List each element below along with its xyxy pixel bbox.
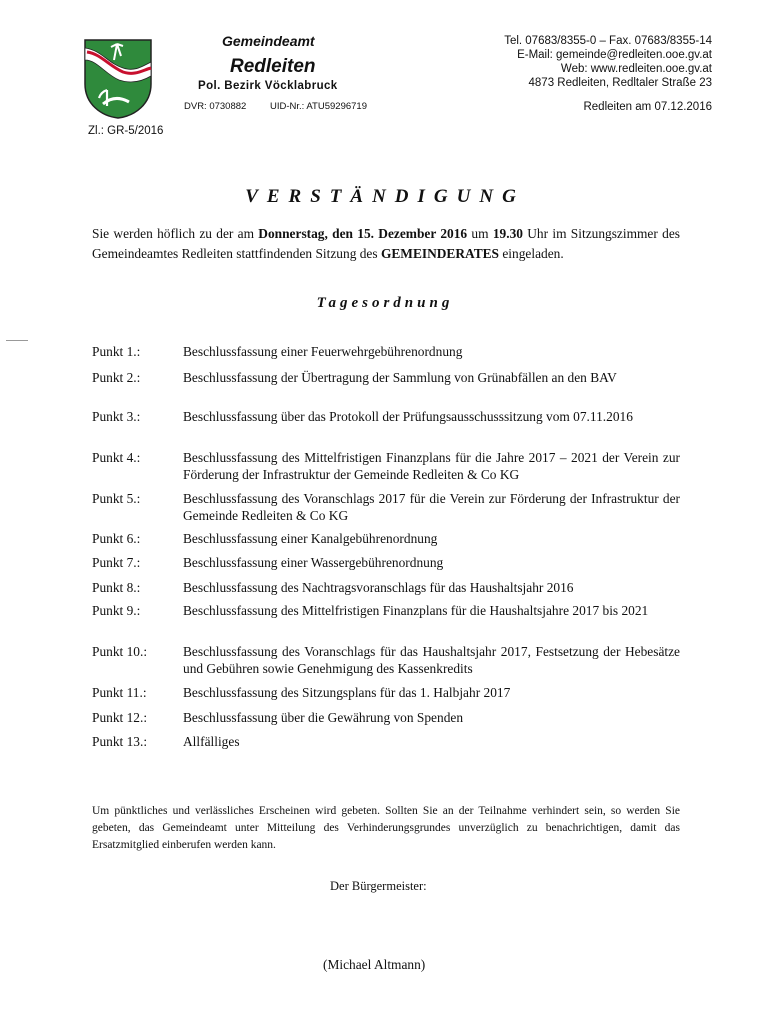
dvr-number: DVR: 0730882 xyxy=(184,101,247,112)
uid-number: UID-Nr.: ATU59296719 xyxy=(270,101,367,112)
intro-text-4: eingeladen. xyxy=(499,245,564,261)
agenda-item-text: Beschlussfassung des Sitzungsplans für das 1. Halbjahr 2017 xyxy=(183,685,511,700)
intro-text-2: um xyxy=(467,226,493,241)
intro-text-1: Sie werden höflich zu der am xyxy=(92,226,259,241)
contact-block xyxy=(504,34,712,90)
contact-web[interactable]: Web: www.redleiten.ooe.gv.at xyxy=(560,63,712,75)
contact-phone-fax: Tel. 07683/8355-0 – Fax. 07683/8355-14 xyxy=(504,35,712,47)
agenda-item-text: Beschlussfassung des Voranschlags 2017 für die Verein zur Förderung der Infrastruktur der Gemeinde Redleiten & Co KG xyxy=(183,491,680,524)
agenda-item-text: Beschlussfassung des Mittelfristigen Finanzplans für die Haushaltsjahre 2017 bis 2021 xyxy=(183,603,649,618)
agenda-item-number: Punkt 4.: xyxy=(92,450,141,465)
municipal-crest xyxy=(83,38,153,120)
contact-email[interactable]: E-Mail: gemeinde@redleiten.ooe.gv.at xyxy=(517,49,712,61)
agenda-item-number: Punkt 7.: xyxy=(92,555,141,570)
agenda-item-text: Beschlussfassung der Übertragung der Sammlung von Grünabfällen an den BAV xyxy=(183,370,617,385)
agenda-item-text: Beschlussfassung einer Kanalgebührenordnung xyxy=(183,531,438,546)
municipality-name: Redleiten xyxy=(230,56,316,77)
intro-text-3: Uhr im Sitzungszimmer des Gemeindeamtes Redleiten stattfindenden Sitzung des xyxy=(92,226,680,261)
mayor-name: (Michael Altmann) xyxy=(323,957,426,972)
margin-mark xyxy=(6,340,28,341)
agenda-item-text: Beschlussfassung über die Gewährung von Spenden xyxy=(183,710,464,725)
agenda-item-number: Punkt 12.: xyxy=(92,710,148,725)
agenda-item-number: Punkt 1.: xyxy=(92,344,141,359)
meeting-date: Donnerstag, den 15. Dezember 2016 xyxy=(258,226,468,241)
agenda-item-number: Punkt 5.: xyxy=(92,491,141,506)
agenda-item-text: Allfälliges xyxy=(183,734,240,749)
office-name: Gemeindeamt xyxy=(222,33,315,49)
agenda-item-text: Beschlussfassung einer Feuerwehrgebührenordnung xyxy=(183,344,463,359)
invitation-text xyxy=(92,224,680,263)
agenda-item-number: Punkt 10.: xyxy=(92,644,148,659)
agenda-item-number: Punkt 6.: xyxy=(92,531,141,546)
place-and-date: Redleiten am 07.12.2016 xyxy=(583,101,712,113)
agenda-item-text: Beschlussfassung des Nachtragsvoranschlags für das Haushaltsjahr 2016 xyxy=(183,580,574,595)
agenda-heading: Tagesordnung xyxy=(316,295,454,311)
contact-address: 4873 Redleiten, Redltaler Straße 23 xyxy=(528,77,712,89)
agenda-item-number: Punkt 11.: xyxy=(92,685,147,700)
agenda-item-number: Punkt 13.: xyxy=(92,734,148,749)
agenda-item-text: Beschlussfassung des Voranschlags für das Haushaltsjahr 2017, Festsetzung der Hebesätze und Gebühren sowie Genehmigung des Kassenkredits xyxy=(183,644,680,677)
agenda-item-text: Beschlussfassung einer Wassergebührenordnung xyxy=(183,555,444,570)
agenda-item-number: Punkt 8.: xyxy=(92,580,141,595)
agenda-item-text: Beschlussfassung des Mittelfristigen Finanzplans für die Jahre 2017 – 2021 der Verein zur Förderung der Infrastruktur der Gemeinde Redleiten & Co KG xyxy=(183,450,680,483)
document-title: VERSTÄNDIGUNG xyxy=(245,186,525,207)
council-name: GEMEINDERATES xyxy=(380,245,500,261)
agenda-item-number: Punkt 2.: xyxy=(92,370,141,385)
agenda-item-number: Punkt 3.: xyxy=(92,409,141,424)
agenda-item-number: Punkt 9.: xyxy=(92,603,141,618)
agenda-item-text: Beschlussfassung über das Protokoll der Prüfungsausschusssitzung vom 07.11.2016 xyxy=(183,409,633,424)
signoff-label: Der Bürgermeister: xyxy=(330,879,427,893)
closing-paragraph: Um pünktliches und verlässliches Erscheinen wird gebeten. Sollten Sie an der Teilnahme verhindert sein, so werden Sie gebeten, das Gemeindeamt unter Mitteilung des Verhinderungsgrundes unverzüglich zu benachrichtigen, damit das Ersatzmitglied einberufen werden kann. xyxy=(92,805,680,851)
meeting-time: 19.30 xyxy=(492,226,523,241)
district-name: Pol. Bezirk Vöcklabruck xyxy=(198,80,338,92)
reference-number: Zl.: GR-5/2016 xyxy=(88,125,164,137)
